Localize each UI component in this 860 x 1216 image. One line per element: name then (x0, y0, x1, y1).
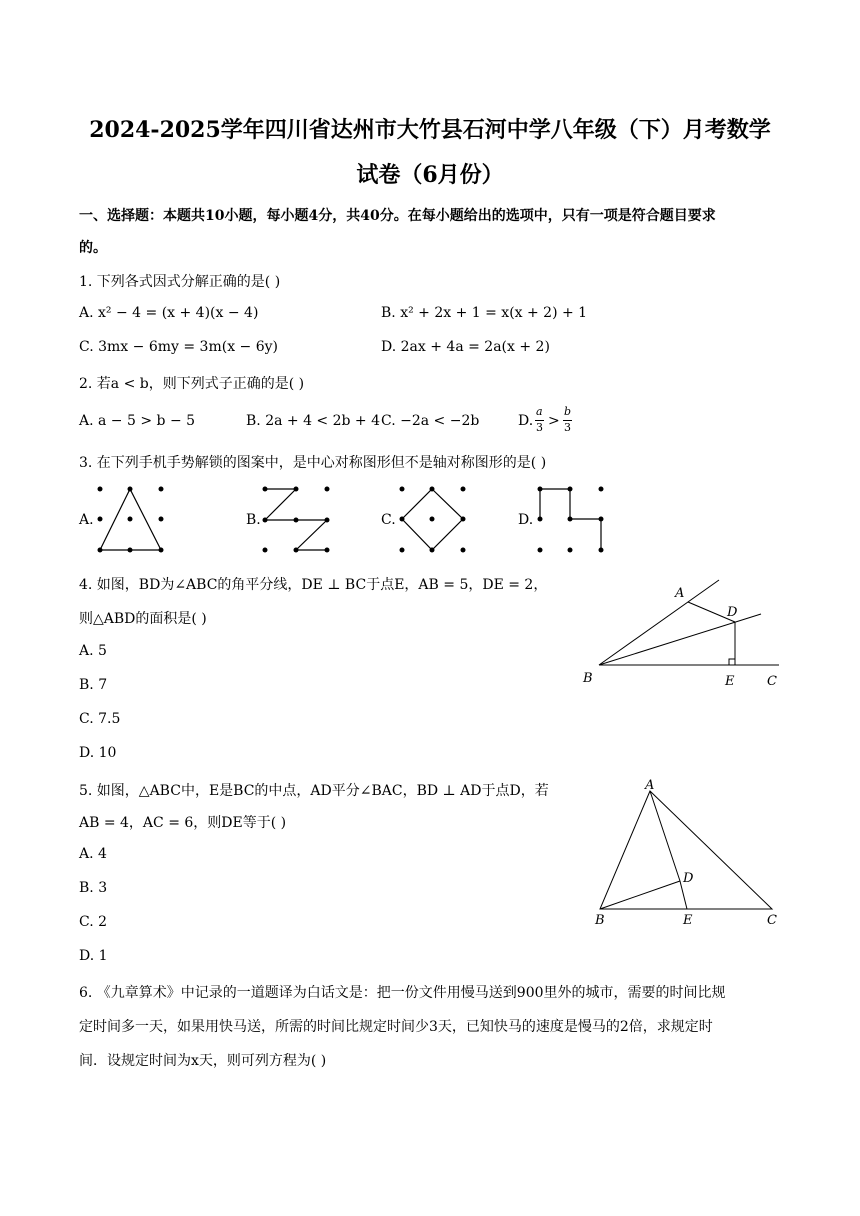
q4-stem-line2: 则△ABD的面积是( ) (79, 611, 207, 627)
q5-triangle-abc (600, 791, 772, 909)
q4-label-b: B (583, 671, 593, 686)
q5-option-d: D. 1 (79, 948, 108, 964)
q5-label-e: E (683, 913, 693, 928)
q2-option-b: B. 2a + 4 < 2b + 4 (246, 413, 381, 429)
q4-option-b: B. 7 (79, 677, 108, 693)
q3-stem: 3. 在下列手机手势解锁的图案中，是中心对称图形但不是轴对称图形的是( ) (79, 455, 547, 471)
q4-label-e: E (725, 674, 735, 689)
q4-option-c: C. 7.5 (79, 711, 121, 727)
q2-option-d-frac-a-den: 3 (536, 421, 543, 434)
q5-option-c: C. 2 (79, 914, 108, 930)
q1-option-d: D. 2ax + 4a = 2a(x + 2) (381, 339, 550, 355)
q6-line1: 6. 《九章算术》中记录的一道题译为白话文是：把一份文件用慢马送到900里外的城市，需要的时间比规 (79, 985, 726, 1001)
q1-option-c: C. 3mx − 6my = 3m(x − 6y) (79, 339, 278, 355)
q5-figure (585, 775, 790, 932)
q2-option-d-frac-b-num: b (564, 405, 572, 418)
q4-option-d: D. 10 (79, 745, 117, 761)
q4-right-angle-mark (729, 659, 735, 665)
q4-option-a: A. 5 (79, 643, 107, 659)
q3-pattern-b (260, 484, 334, 554)
q5-stem-line2: AB = 4，AC = 6，则DE等于( ) (79, 815, 287, 831)
q5-option-b: B. 3 (79, 880, 108, 896)
q1-option-b: B. x² + 2x + 1 = x(x + 2) + 1 (381, 305, 588, 321)
q4-label-d: D (727, 605, 738, 620)
q4-figure (575, 572, 790, 694)
q2-stem: 2. 若a < b，则下列式子正确的是( ) (79, 376, 305, 392)
q3-pattern-a (95, 484, 167, 554)
q2-option-d-gt: > (548, 413, 560, 429)
q5-stem-line1: 5. 如图，△ABC中，E是BC的中点，AD平分∠BAC，BD ⊥ AD于点D，若 (79, 783, 549, 799)
q3-option-d-label: D. (518, 512, 534, 528)
q5-label-b: B (595, 913, 605, 928)
q4-label-a: A (675, 586, 685, 601)
q4-ray-ba (599, 580, 719, 665)
paper-title-line1: 2024-2025学年四川省达州市大竹县石河中学八年级（下）月考数学 (89, 117, 771, 143)
q6-line2: 定时间多一天，如果用快马送，所需的时间比规定时间少3天，已知快马的速度是慢马的2倍，求规定时 (79, 1019, 713, 1035)
q4-stem-line1: 4. 如图，BD为∠ABC的角平分线，DE ⊥ BC于点E，AB = 5，DE = 2， (79, 577, 548, 593)
q5-segment-ad (650, 791, 680, 881)
q6-line3: 间．设规定时间为x天，则可列方程为( ) (79, 1053, 327, 1069)
q5-segment-bd (600, 881, 680, 909)
q2-option-d-frac-a-num: a (536, 405, 543, 418)
q2-option-d-prefix: D. (518, 413, 534, 429)
q3-option-a-label: A. (79, 512, 94, 528)
section1-heading-line2: 的。 (79, 240, 107, 256)
q5-label-a: A (645, 778, 655, 793)
q3-option-c-label: C. (381, 512, 396, 528)
q3-pattern-c (397, 484, 469, 554)
paper-title-line2: 试卷（6月份） (356, 162, 504, 188)
q2-option-d-frac-b-den: 3 (564, 421, 571, 434)
q5-label-d: D (683, 871, 694, 886)
q3-option-b-label: B. (246, 512, 261, 528)
q2-option-a: A. a − 5 > b − 5 (79, 413, 196, 429)
q1-stem: 1. 下列各式因式分解正确的是( ) (79, 274, 281, 290)
section1-heading-line1: 一、选择题：本题共10小题，每小题4分，共40分。在每小题给出的选项中，只有一项是符合题目要求 (79, 208, 716, 224)
q3-pattern-d (535, 484, 609, 554)
q4-label-c: C (767, 674, 777, 689)
q2-option-c: C. −2a < −2b (381, 413, 480, 429)
q1-option-a: A. x² − 4 = (x + 4)(x − 4) (79, 305, 259, 321)
q5-label-c: C (767, 913, 777, 928)
q5-option-a: A. 4 (79, 846, 107, 862)
q4-ray-bd (599, 614, 761, 665)
